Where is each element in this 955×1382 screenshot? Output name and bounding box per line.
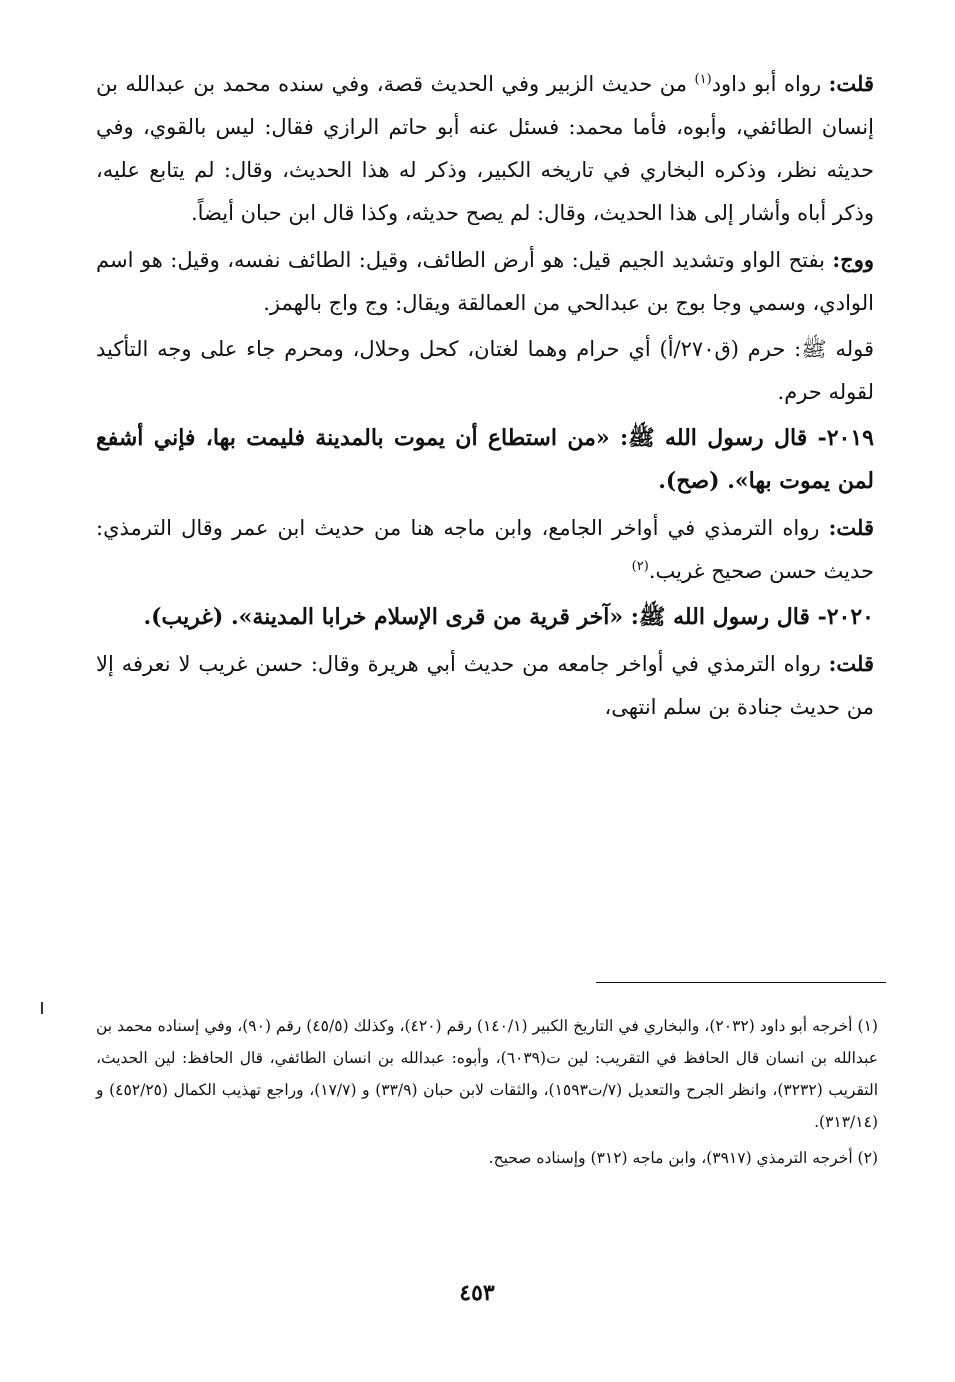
paragraph-qultu-2 (96, 506, 874, 593)
footnote-fn-1: (١) أخرجه أبو داود (٢٠٣٢)، والبخاري في التاريخ الكبير (١٤٠/١) رقم (٤٢٠)، وكذلك (٤٥/٥) رقم (٩٠)، وفي إسناده محمد بن عبدالله بن انسان قال الحافظ في التقريب: لين ت(٦٠٣٩)، وأبوه: عبدالله بن انسان الطائفي، قال الحافظ: لين الحديث، التقريب (٣٢٣٢)، وانظر الجرح والتعديل (٧/ت١٥٩٣)، والثقات لابن حبان (٣٣/٩) و (١٧/٧)، وراجع تهذيب الكمال (٤٥٢/٢٥) و (٣١٣/١٤). (96, 1017, 878, 1131)
paragraph-lead-word: قلت: (828, 71, 874, 96)
main-text (96, 62, 874, 732)
paragraph-wajj (96, 238, 874, 325)
footnote-fn-2: (٢) أخرجه الترمذي (٣٩١٧)، وابن ماجه (٣١٢) وإسناده صحيح. (488, 1149, 878, 1167)
paragraph-text: رواه الترمذي في أواخر الجامع، وابن ماجه هنا من حديث ابن عمر وقال الترمذي: حديث حسن صحيح غريب. (96, 516, 874, 583)
footnotes (96, 1010, 878, 1178)
paragraph-lead-word: قلت: (828, 651, 874, 676)
footnote-marker: (١) (694, 72, 712, 87)
paragraph-text: رواه أبو داود (711, 72, 829, 96)
paragraph-qultu-1 (96, 62, 874, 235)
footnote-separator (596, 982, 886, 983)
paragraph-lead-word: قلت: (828, 515, 874, 540)
footnote-marker: (٢) (631, 559, 649, 574)
paragraph-haram (96, 328, 874, 414)
paragraph-text: ٢٠١٩- قال رسول الله ﷺ: «من استطاع أن يموت بالمدينة فليمت بها، فإني أشفع لمن يموت بها». (صح). (96, 425, 874, 494)
paragraph-hadith-2019 (96, 417, 874, 503)
paragraph-text: من حديث الزبير وفي الحديث قصة، وفي سنده محمد بن عبدالله بن إنسان الطائفي، وأبوه، فأما محمد: فسئل عنه أبو حاتم الرازي فقال: ليس بالقوي، وفي حديثه نظر، وذكره البخاري في تاريخه الكبير، وذكر له هذا الحديث، وقال: لم يتابع عليه، وذكر أباه وأشار إلى هذا الحديث، وقال: لم يصح حديثه، وكذا قال ابن حبان أيضاً. (96, 72, 874, 225)
paragraph-text: بفتح الواو وتشديد الجيم قيل: هو أرض الطائف، وقيل: الطائف نفسه، وقيل: هو اسم الوادي، وسمي وجا بوج بن عبدالحي من العمالقة ويقال: وج واج بالهمز. (96, 248, 874, 315)
paragraph-qultu-3 (96, 642, 874, 729)
paragraph-text: رواه الترمذي في أواخر جامعه من حديث أبي هريرة وقال: حسن غريب لا نعرفه إلا من حديث جنادة بن سلم انتهى، (96, 652, 874, 719)
paragraph-text: قوله ﷺ: حرم (ق٢٧٠/أ) أي حرام وهما لغتان، كحل وحلال، ومحرم جاء على وجه التأكيد لقوله حرم. (96, 337, 874, 404)
scan-edge-mark (41, 1002, 43, 1014)
paragraph-text: ٢٠٢٠- قال رسول الله ﷺ: «آخر قرية من قرى الإسلام خرابا المدينة». (غريب). (143, 604, 874, 630)
paragraph-hadith-2020 (96, 596, 874, 639)
page-number: ٤٥٣ (459, 1280, 495, 1306)
paragraph-lead-word: ووج: (832, 247, 874, 272)
